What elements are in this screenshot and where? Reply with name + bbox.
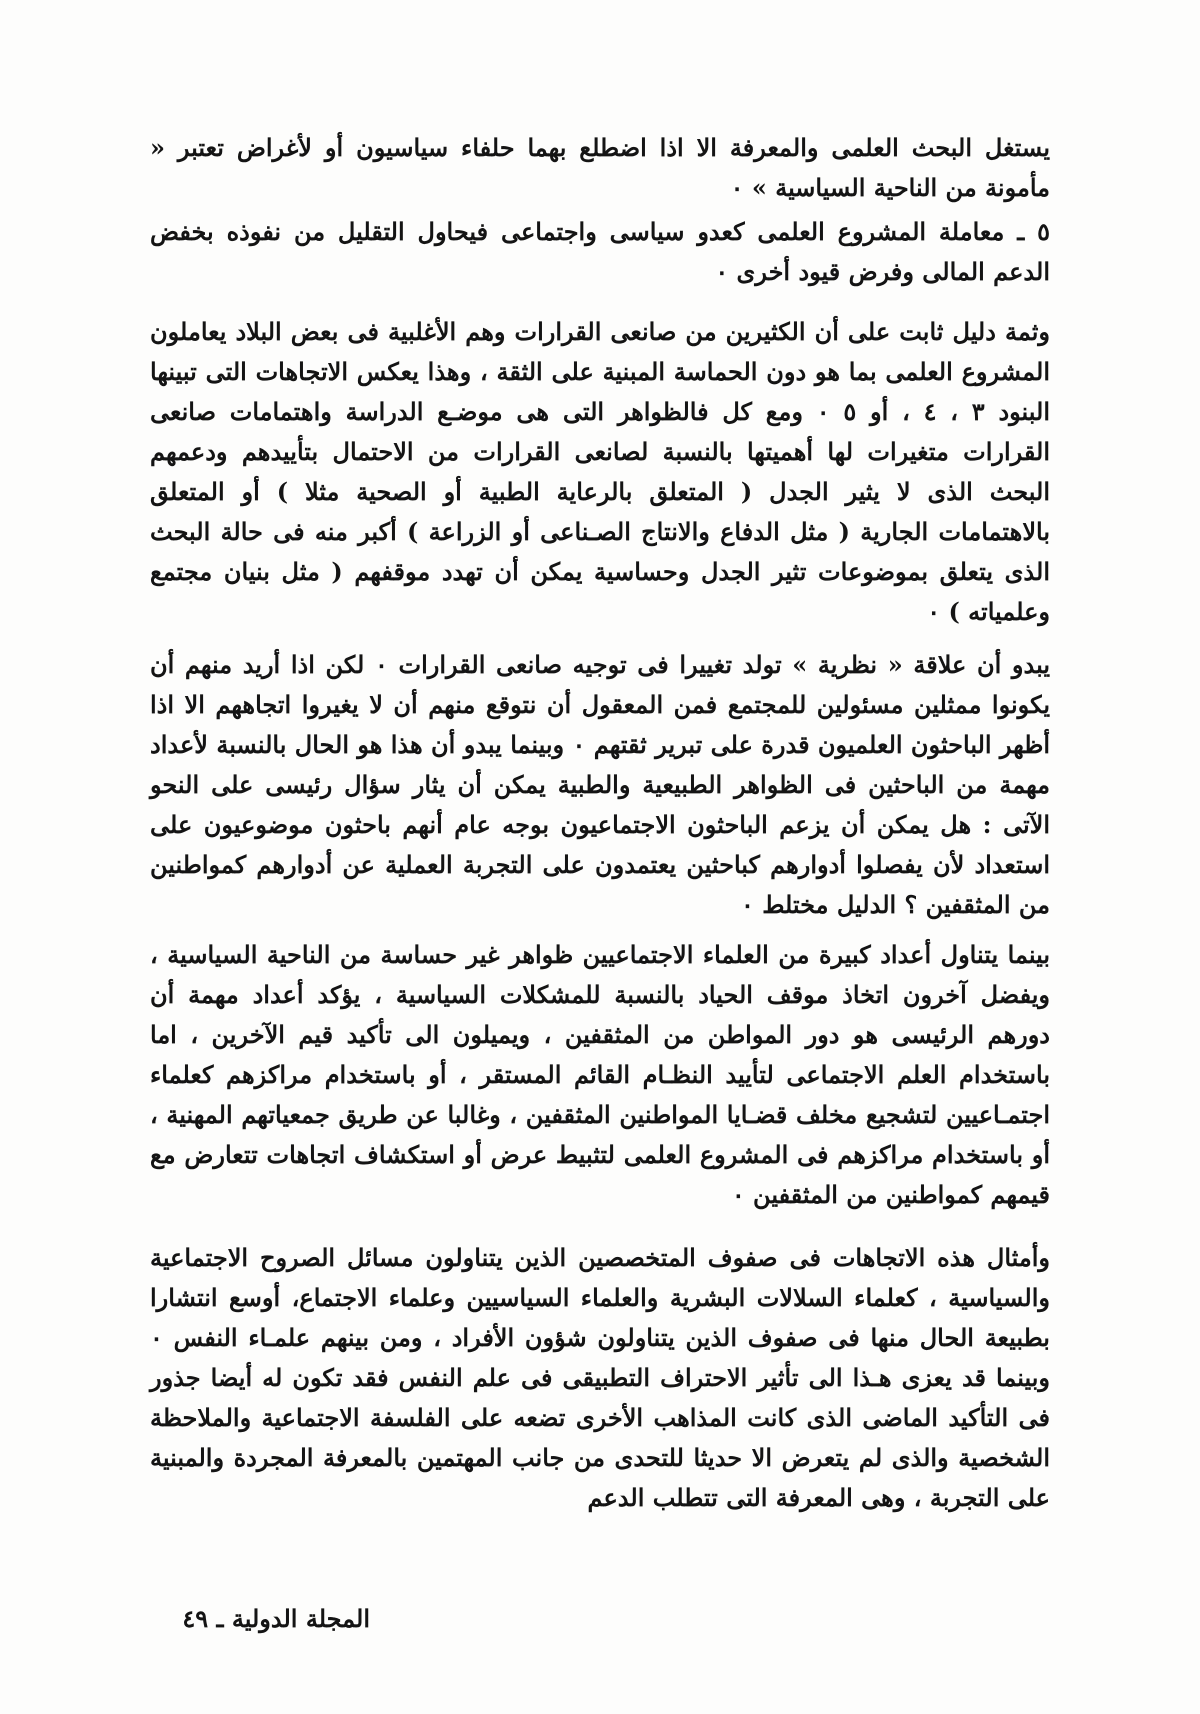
paragraph-3: وثمة دليل ثابت على أن الكثيرين من صانعى القرارات وهم الأغلبية فى بعض البلاد يعاملون المشروع العلمى بما هو دون الحماسة المبنية على الثقة ، وهذا يعكس الاتجاهات التى تبينها البنود ٣ ، ٤ ، أو ٥ ٠ ومع كل فالظواهر التى هى موضـع الدراسة واهتمامات صانعى القرارات متغيرات لها أهميتها بالنسبة لصانعى القرارات من الاحتمال بتأييدهم ودعمهم البحث الذى لا يثير الجدل ( المتعلق بالرعاية الطبية أو الصحية مثلا ) أو المتعلق بالاهتمامات الجارية ( مثل الدفاع والانتاج الصـناعى أو الزراعة ) أكبر منه فى حالة البحث الذى يتعلق بموضوعات تثير الجدل وحساسية يمكن أن تهدد موقفهم ( مثل بنيان مجتمع وعلمياته ) ٠ (150, 317, 1051, 626)
paragraph-5: بينما يتناول أعداد كبيرة من العلماء الاجتماعيين ظواهر غير حساسة من الناحية السياسية ، ويفضل آخرون اتخاذ موقف الحياد بالنسبة للمشكلات السياسية ، يؤكد أعداد مهمة أن دورهم الرئيسى هو دور المواطن من المثقفين ، ويميلون الى تأكيد قيم الآخرين ، اما باستخدام العلم الاجتماعى لتأييد النظـام القائم المستقر ، أو باستخدام مراكزهم كعلماء اجتمـاعيين لتشجيع مخلف قضـايا المواطنين المثقفين ، وغالبا عن طريق جمعياتهم المهنية ، أو باستخدام مراكزهم فى المشروع العلمى لتثبيط عرض أو استكشاف اتجاهات تتعارض مع قيمهم كمواطنين من المثقفين ٠ (150, 940, 1050, 1209)
page-footer: المجلة الدولية ـ ٤٩ (182, 1604, 370, 1633)
paragraph-6: وأمثال هذه الاتجاهات فى صفوف المتخصصين الذين يتناولون مسائل الصروح الاجتماعية والسياسية ، كعلماء السلالات البشرية والعلماء السياسيين وعلماء الاجتماع، أوسع انتشارا بطبيعة الحال منها فى صفوف الذين يتناولون شؤون الأفراد ، ومن بينهم علمـاء النفس ٠ وبينما قد يعزى هـذا الى تأثير الاحتراف التطبيقى فى علم النفس فقد تكون له أيضا جذور فى التأكيد الماضى الذى كانت المذاهب الأخرى تضعه على الفلسفة الاجتماعية والملاحظة الشخصية والذى لم يتعرض الا حديثا للتحدى من جانب المهتمين بالمعرفة المجردة والمبنية على التجربة ، وهى المعرفة التى تتطلب الدعم (150, 1243, 1051, 1512)
paragraph-4: يبدو أن علاقة « نظرية » تولد تغييرا فى توجيه صانعى القرارات ٠ لكن اذا أريد منهم أن يكونوا ممثلين مسئولين للمجتمع فمن المعقول أن نتوقع منهم أن لا يغيروا اتجاههم الا اذا أظهر الباحثون العلميون قدرة على تبرير ثقتهم ٠ وبينما يبدو أن هذا هو الحال بالنسبة لأعداد مهمة من الباحثين فى الظواهر الطبيعية والطبية يمكن أن يثار سؤال رئيسى على النحو الآتى : هل يمكن أن يزعم الباحثون الاجتماعيون بوجه عام أنهم باحثون موضوعيون على استعداد لأن يفصلوا أدوارهم كباحثين يعتمدون على التجربة العملية عن أدوارهم كمواطنين من المثقفين ؟ الدليل مختلط ٠ (150, 650, 1051, 919)
paragraph-1: يستغل البحث العلمى والمعرفة الا اذا اضطلع بهما حلفاء سياسيون أو لأغراض تعتبر « مأمونة من الناحية السياسية » ٠ (150, 133, 1050, 202)
paragraph-2: ٥ ـ معاملة المشروع العلمى كعدو سياسى واجتماعى فيحاول التقليل من نفوذه بخفض الدعم المالى وفرض قيود أخرى ٠ (150, 217, 1050, 286)
